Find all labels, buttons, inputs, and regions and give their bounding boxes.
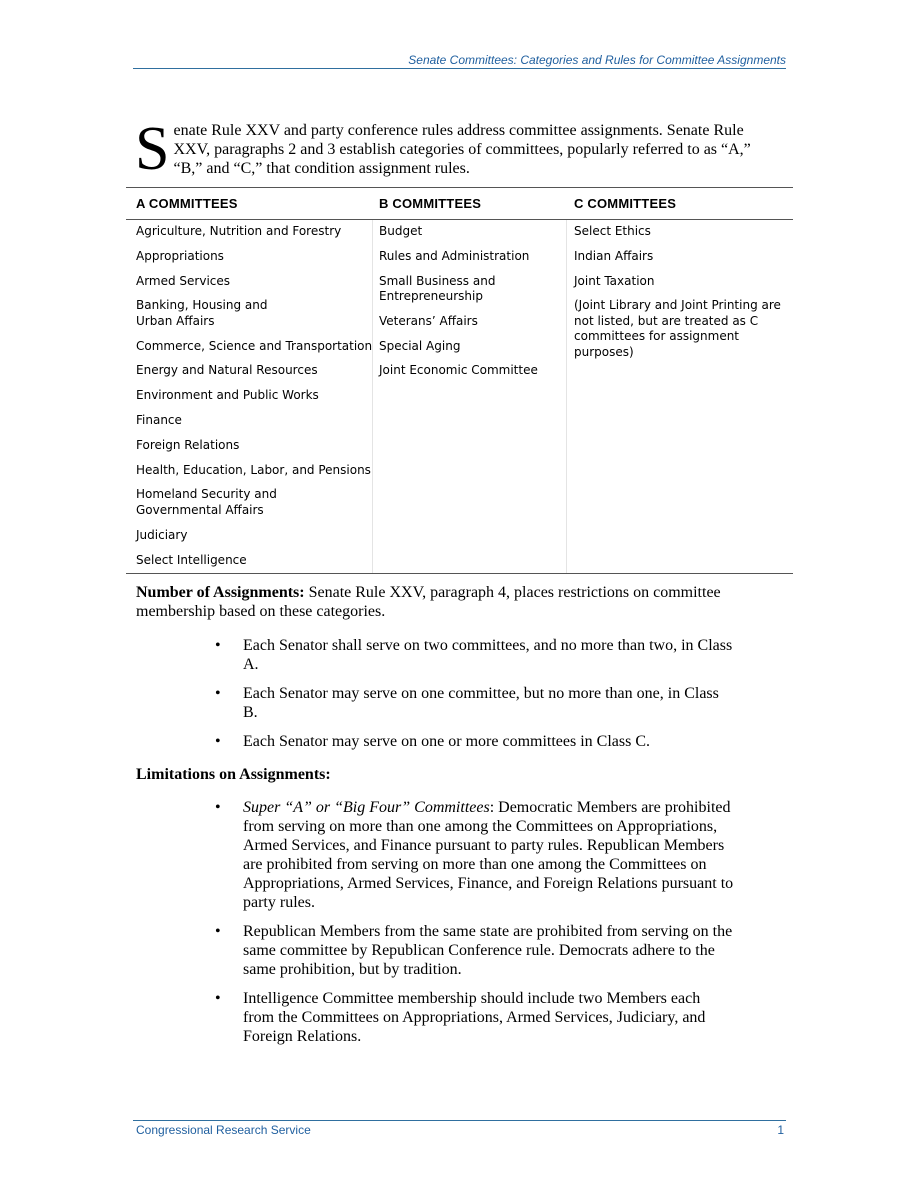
intro-text: enate Rule XXV and party conference rules address committee assignments. Senate Rule XXV, paragraphs 2 and 3 establish categories of committees, popularly referred to as “A,” “B,” and “C,” that condition assignment rules. xyxy=(173,122,751,177)
bullet-icon: • xyxy=(215,799,221,816)
list-item: Budget xyxy=(379,224,423,238)
list-item: Agriculture, Nutrition and Forestry xyxy=(136,224,342,238)
list-item: • Intelligence Committee membership should include two Members each from the Committees on Appropriations, Armed Services, Judiciary, and Foreign Relations. xyxy=(215,990,706,1045)
number-of-assignments-paragraph xyxy=(136,583,776,621)
footer-rule xyxy=(133,1120,786,1121)
list-item: Finance xyxy=(136,413,182,428)
list-item: Judiciary xyxy=(136,527,188,542)
a-committees-column xyxy=(136,224,376,577)
list-item: Foreign Relations xyxy=(136,437,240,452)
list-item: Rules and Administration xyxy=(379,248,530,263)
header-rule xyxy=(133,68,786,69)
list-item: Joint Taxation xyxy=(574,273,655,288)
list-item: (Joint Library and Joint Printing are not listed, but are treated as C committees for assignment purposes) xyxy=(574,298,781,359)
list-item: Indian Affairs xyxy=(574,248,654,263)
list-item: Veterans’ Affairs xyxy=(379,313,478,328)
bullet-icon: • xyxy=(215,923,221,940)
b-committees-column xyxy=(379,224,559,388)
footer-organization: Congressional Research Service xyxy=(136,1123,311,1137)
super-a-label: Super “A” or “Big Four” Committees xyxy=(243,799,490,816)
list-item: Armed Services xyxy=(136,273,231,288)
column-divider xyxy=(566,220,567,573)
c-committees-column xyxy=(574,224,789,370)
assignment-rules-list xyxy=(214,636,734,761)
drop-cap: S xyxy=(135,115,170,183)
list-item: Special Aging xyxy=(379,338,461,353)
list-item: Banking, Housing and Urban Affairs xyxy=(136,298,268,328)
limitations-list xyxy=(214,798,734,1056)
list-item: Small Business and Entrepreneurship xyxy=(379,273,496,304)
list-item: • Super “A” or “Big Four” Committees: Democratic Members are prohibited from serving on more than one among the Committees on Appropriations, Armed Services, and Finance pursuant to party rules. Republican Members are prohibited from serving on more than one among the Committees on Appropriations, Armed Services, Finance, and Foreign Relations pursuant to party rules. xyxy=(215,799,734,911)
header-c-committees: C COMMITTEES xyxy=(574,196,677,211)
list-item: Commerce, Science and Transportation xyxy=(136,338,373,353)
header-b-committees: B COMMITTEES xyxy=(379,196,482,211)
intro-paragraph xyxy=(135,115,777,183)
bullet-icon: • xyxy=(215,733,221,750)
number-of-assignments-text: Senate Rule XXV, paragraph 4, places restrictions on committee membership based on these categories. xyxy=(136,584,721,620)
list-item: • Each Senator shall serve on two committees, and no more than two, in Class A. xyxy=(215,637,733,673)
list-item: • Each Senator may serve on one or more committees in Class C. xyxy=(215,733,651,750)
running-header: Senate Committees: Categories and Rules for Committee Assignments xyxy=(408,53,786,67)
page-number: 1 xyxy=(777,1123,784,1137)
list-item: • Republican Members from the same state are prohibited from serving on the same committee by Republican Conference rule. Democrats adhere to the same prohibition, but by tradition. xyxy=(215,923,733,978)
limitations-heading: Limitations on Assignments: xyxy=(136,766,331,783)
list-item: Homeland Security and Governmental Affairs xyxy=(136,487,277,517)
list-item: Select Intelligence xyxy=(136,552,247,567)
number-of-assignments-label: Number of Assignments: xyxy=(136,584,305,601)
list-item: Health, Education, Labor, and Pensions xyxy=(136,462,371,477)
list-item: • Each Senator may serve on one committee, but no more than one, in Class B. xyxy=(215,685,719,721)
list-item: Energy and Natural Resources xyxy=(136,363,318,378)
list-item: Appropriations xyxy=(136,248,224,263)
bullet-icon: • xyxy=(215,637,221,654)
header-a-committees: A COMMITTEES xyxy=(136,196,238,211)
page-footer xyxy=(136,1123,786,1137)
bullet-icon: • xyxy=(215,990,221,1007)
committee-categories-table xyxy=(126,187,793,574)
table-header-row xyxy=(126,188,793,220)
list-item: Select Ethics xyxy=(574,224,651,238)
bullet-icon: • xyxy=(215,685,221,702)
list-item: Environment and Public Works xyxy=(136,388,319,403)
list-item: Joint Economic Committee xyxy=(379,363,538,378)
